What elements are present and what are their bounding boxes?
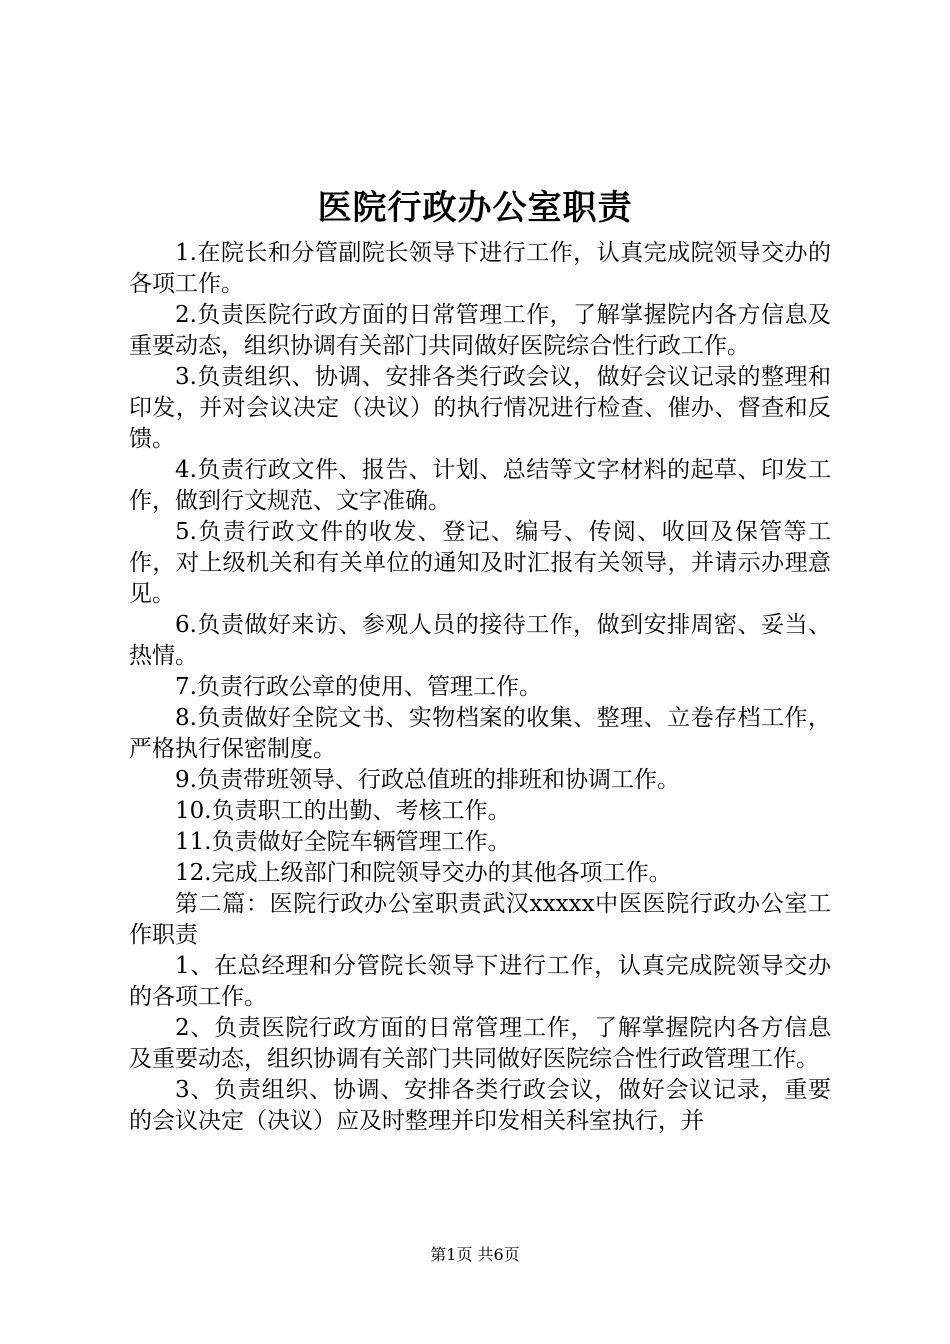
document-body: [129, 238, 831, 1137]
paragraph-8: 8.负责做好全院文书、实物档案的收集、整理、立卷存档工作，严格执行保密制度。: [129, 705, 831, 762]
paragraph-2: 2.负责医院行政方面的日常管理工作，了解掌握院内各方信息及重要动态，组织协调有关部门共同做好医院综合性行政工作。: [129, 302, 831, 359]
page-number-footer: 第1页 共6页: [430, 1245, 520, 1264]
paragraph-7: 7.负责行政公章的使用、管理工作。: [175, 674, 542, 700]
paragraph-1: 1.在院长和分管副院长领导下进行工作，认真完成院领导交办的各项工作。: [129, 240, 831, 297]
paragraph-part-two-3: 3、负责组织、协调、安排各类行政会议，做好会议记录，重要的会议决定（决议）应及时整理并印发相关科室执行，并: [129, 1077, 831, 1134]
section-heading-part-two: 第二篇：医院行政办公室职责武汉xxxxx中医医院行政办公室工作职责: [129, 891, 831, 948]
paragraph-10: 10.负责职工的出勤、考核工作。: [175, 798, 511, 824]
paragraph-4: 4.负责行政文件、报告、计划、总结等文字材料的起草、印发工作，做到行文规范、文字准确。: [129, 457, 831, 514]
paragraph-12: 12.完成上级部门和院领导交办的其他各项工作。: [175, 860, 672, 886]
paragraph-part-two-1: 1、在总经理和分管院长领导下进行工作，认真完成院领导交办的各项工作。: [129, 953, 831, 1010]
paragraph-6: 6.负责做好来访、参观人员的接待工作，做到安排周密、妥当、热情。: [129, 612, 831, 669]
paragraph-3: 3.负责组织、协调、安排各类行政会议，做好会议记录的整理和印发，并对会议决定（决议）的执行情况进行检查、催办、督查和反馈。: [129, 364, 831, 452]
page-title: 医院行政办公室职责: [317, 188, 633, 228]
paragraph-part-two-2: 2、负责医院行政方面的日常管理工作，了解掌握院内各方信息及重要动态，组织协调有关部门共同做好医院综合性行政管理工作。: [129, 1015, 831, 1072]
paragraph-5: 5.负责行政文件的收发、登记、编号、传阅、收回及保管等工作，对上级机关和有关单位的通知及时汇报有关领导，并请示办理意见。: [129, 519, 831, 607]
paragraph-11: 11.负责做好全院车辆管理工作。: [175, 829, 511, 855]
paragraph-9: 9.负责带班领导、行政总值班的排班和协调工作。: [175, 767, 680, 793]
